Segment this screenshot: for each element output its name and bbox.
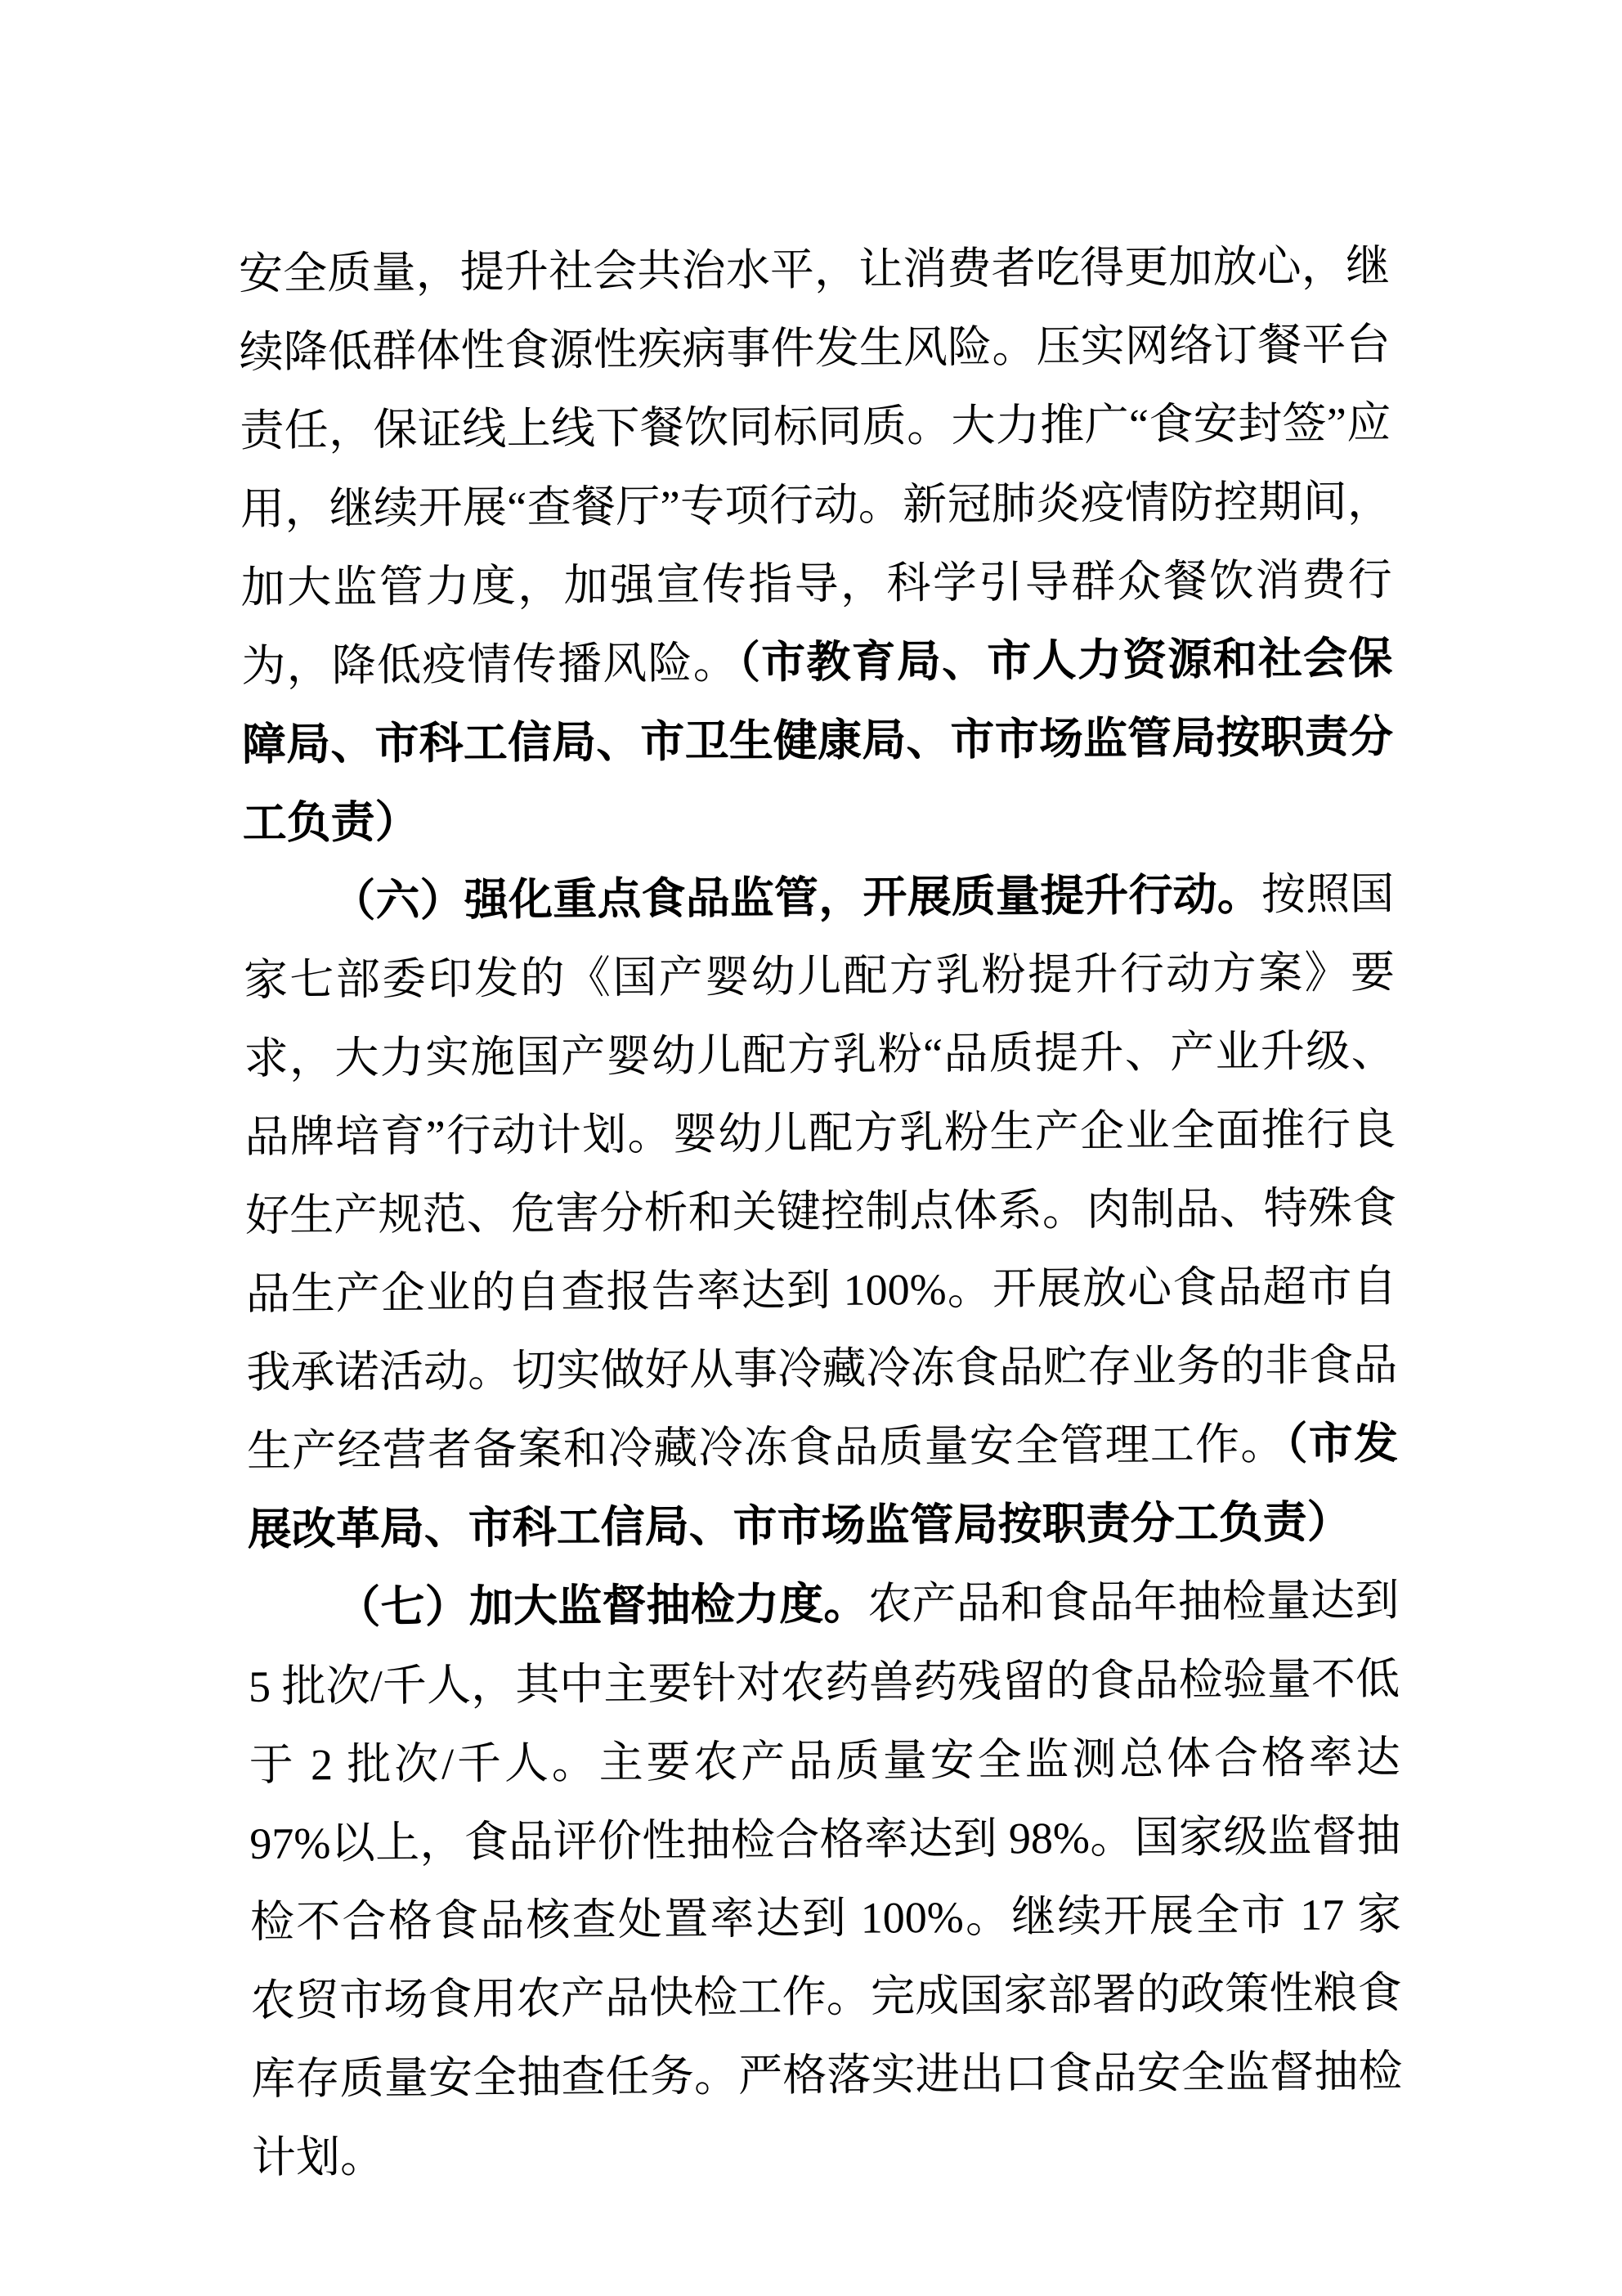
document-body: [239, 226, 1404, 2197]
paragraph-item-7: [248, 1561, 1403, 2197]
paragraph-item-6: [243, 854, 1399, 1569]
text-segment-bold: （七）加大监督抽检力度。: [336, 1579, 868, 1633]
text-segment-bold: （六）强化重点食品监管，开展质量提升行动。: [331, 870, 1262, 926]
text-segment: 按照国家七部委印发的《国产婴幼儿配方乳粉提升行动方案》要求，大力实施国产婴幼儿配方乳粉“品质提升、产业升级、品牌培育”行动计划。婴幼儿配方乳粉生产企业全面推行良好生产规范、危害分析和关键控制点体系。肉制品、特殊食品生产企业的自查报告率达到 100%。开展放心食品超市自我承诺活动。切实做好从事冷藏冷冻食品贮存业务的非食品生产经营者备案和冷藏冷冻食品质量安全管理工作。: [243, 869, 1398, 1476]
text-segment-bold: （市教育局、市人力资源和社会保障局、市科工信局、市卫生健康局、市市场监管局按职责分工负责）: [241, 634, 1394, 848]
text-segment: 农产品和食品年抽检量达到 5 批次/千人，其中主要针对农药兽药残留的食品检验量不低于 2 批次/千人。主要农产品质量安全监测总体合格率达 97%以上，食品评价性抽检合格率达到 98%。国家级监督抽检不合格食品核查处置率达到 100%。继续开展全市 17 家农贸市场食用农产品快检工作。完成国家部署的政策性粮食库存质量安全抽查任务。严格落实进出口食品安全监督抽检计划。: [248, 1576, 1403, 2182]
text-segment-bold: （市发展改革局、市科工信局、市市场监管局按职责分工负责）: [247, 1419, 1399, 1554]
text-segment: 安全质量，提升社会共治水平，让消费者吃得更加放心，继续降低群体性食源性疾病事件发生风险。压实网络订餐平台责任，保证线上线下餐饮同标同质。大力推广“食安封签”应用，继续开展“查餐厅”专项行动。新冠肺炎疫情防控期间，加大监管力度，加强宣传指导，科学引导群众餐饮消费行为，降低疫情传播风险。: [238, 241, 1392, 691]
paragraph-continuation-item-5: [239, 226, 1394, 863]
